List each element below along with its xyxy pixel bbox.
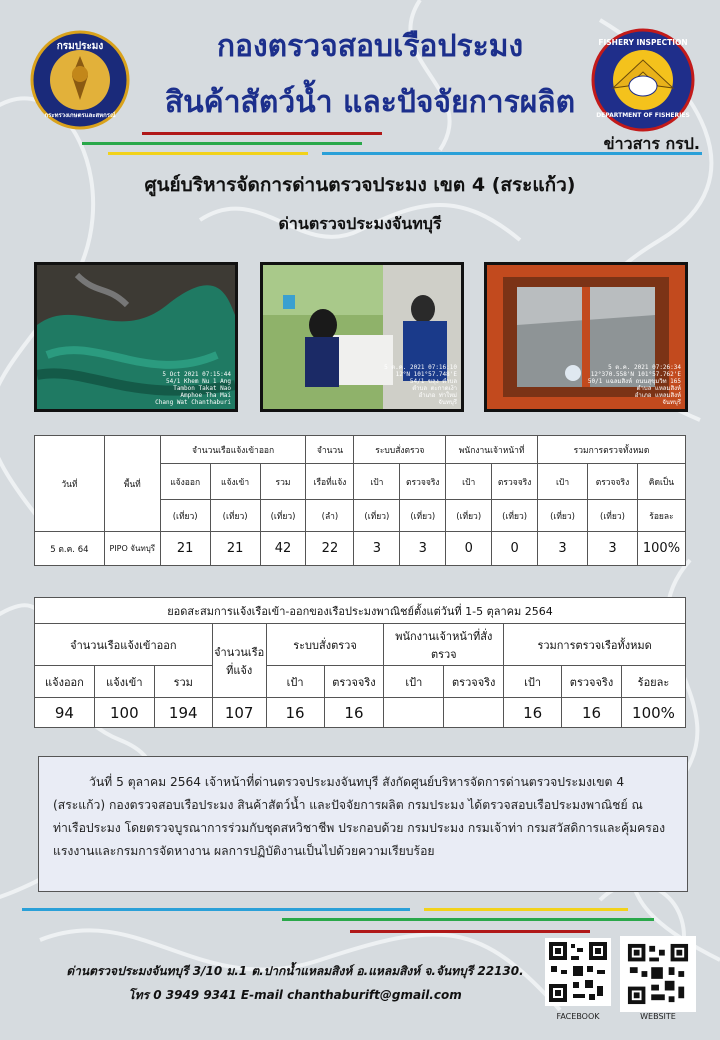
- col-area-header: พื้นที่: [104, 436, 160, 532]
- unit-label: (เที่ยว): [210, 500, 260, 532]
- cumulative-title: ยอดสะสมการแจ้งเรือเข้า-ออกของเรือประมงพาณิชย์ตั้งแต่วันที่ 1-5 ตุลาคม 2564: [35, 598, 686, 624]
- c-cell-value: 16: [504, 698, 562, 728]
- description-box: [38, 756, 688, 892]
- footer-contact: โทร 0 3949 9341 E-mail chanthaburift@gmail.com: [128, 988, 462, 1002]
- rule-cyan-bottom: [22, 908, 410, 911]
- facebook-qr-code[interactable]: [545, 938, 611, 1006]
- sub-header: เป้า: [446, 464, 492, 500]
- daily-inspection-table: [34, 435, 686, 566]
- unit-label: (เที่ยว): [160, 500, 210, 532]
- c-cell-value: 100%: [621, 698, 685, 728]
- group-count-header: จำนวน: [306, 436, 354, 464]
- left-logo-text-bottom: กระทรวงเกษตรและสหกรณ์: [44, 112, 116, 119]
- unit-label: (ลำ): [306, 500, 354, 532]
- unit-label: (เที่ยว): [446, 500, 492, 532]
- c-sub-header: เป้า: [504, 666, 562, 698]
- photo-inspection-officers: [260, 262, 464, 412]
- left-logo-text-top: กรมประมง: [56, 41, 104, 52]
- c-group-total: รวมการตรวจเรือทั้งหมด: [504, 624, 686, 666]
- photo-stamp-3: 5 ต.ค. 2021 07:26:34 12°370.558'N 101°57.762'E 50/1 แฉลมสิงห์ ถนนสุขุมวิท 165 ตำบล แหลมสิงห์ อำเภอ แหลมสิงห์ จันทบุรี: [587, 364, 681, 406]
- cell-value: 42: [260, 532, 306, 566]
- c-cell-value: [444, 698, 504, 728]
- table-row: [35, 532, 686, 566]
- sub-header: คิดเป็น: [637, 464, 685, 500]
- sub-header: ตรวจจริง: [492, 464, 538, 500]
- unit-label: (เที่ยว): [538, 500, 588, 532]
- unit-label: (เที่ยว): [588, 500, 638, 532]
- cumulative-inspection-table: [34, 597, 686, 728]
- fishery-inspection-logo-right: [588, 28, 698, 132]
- row-date: 5 ต.ค. 64: [35, 532, 105, 566]
- news-label: ข่าวสาร กรป.: [603, 134, 700, 153]
- right-logo-text-bottom: DEPARTMENT OF FISHERIES: [596, 112, 690, 119]
- website-qr-label: WEBSITE: [640, 1012, 676, 1021]
- c-sub-header: ตรวจจริง: [324, 666, 384, 698]
- group-order-header: ระบบสั่งตรวจ: [354, 436, 446, 464]
- c-sub-header: ร้อยละ: [621, 666, 685, 698]
- cell-value: 3: [400, 532, 446, 566]
- checkpoint-subheading: ด่านตรวจประมงจันทบุรี: [278, 214, 442, 233]
- cell-value: 22: [306, 532, 354, 566]
- table-row: [35, 698, 686, 728]
- description-text: วันที่ 5 ตุลาคม 2564 เจ้าหน้าที่ด่านตรวจประมงจันทบุรี สังกัดศูนย์บริหารจัดการด่านตรวจประมงเขต 4 (สระแก้ว) กองตรวจสอบเรือประมง สินค้าสัตว์น้ำ และปัจจัยการผลิต กรมประมง ได้ตรวจสอบเรือประมงพาณิชย์ ณ ท่าเรือประมง โดยตรวจบูรณาการร่วมกับชุดสหวิชาชีพ ประกอบด้วย กรมประมง กรมเจ้าท่า กรมสวัสดิการและคุ้มครองแรงงานและกรมการจัดหางาน ผลการปฏิบัติงานเป็นไปด้วยความเรียบร้อย: [53, 775, 666, 858]
- c-cell-value: 16: [562, 698, 622, 728]
- sub-header: เป้า: [538, 464, 588, 500]
- sub-header: เป้า: [354, 464, 400, 500]
- c-sub-header: เป้า: [266, 666, 324, 698]
- sub-header: รวม: [260, 464, 306, 500]
- cell-value: 3: [588, 532, 638, 566]
- cell-value: 3: [354, 532, 400, 566]
- c-group-order: ระบบสั่งตรวจ: [266, 624, 384, 666]
- footer-address: ด่านตรวจประมงจันทบุรี 3/10 ม.1 ต.ปากน้ำแหลมสิงห์ อ.แหลมสิงห์ จ.จันทบุรี 22130.: [66, 964, 524, 978]
- col-date-header: วันที่: [35, 436, 105, 532]
- unit-label: ร้อยละ: [637, 500, 685, 532]
- unit-label: (เที่ยว): [400, 500, 446, 532]
- sub-header: เรือที่แจ้ง: [306, 464, 354, 500]
- c-cell-value: 94: [35, 698, 95, 728]
- row-area: PIPO จันทบุรี: [104, 532, 160, 566]
- group-staff-header: พนักงานเจ้าหน้าที่: [446, 436, 538, 464]
- department-logo-left: [30, 30, 130, 130]
- photo-stamp-2: 5 ต.ค. 2021 07:16:10 12°N 101°57.748'E 54/1 ขลุง ตำบล ตำบล ตะกาดเง้า อำเภอ ท่าใหม่ จันทบุรี: [384, 364, 457, 406]
- cell-value: 0: [492, 532, 538, 566]
- rule-yellow-bottom: [424, 908, 628, 911]
- sub-header: ตรวจจริง: [400, 464, 446, 500]
- photo-stamp-1: 5 Oct 2021 07:15:44 54/1 Khem Nu 1 Ang Tambon Takat Nao Amphoe Tha Mai Chang Wat Chanthaburi: [155, 371, 231, 406]
- c-sub-header: ตรวจจริง: [562, 666, 622, 698]
- unit-label: (เที่ยว): [260, 500, 306, 532]
- right-logo-text-top: FISHERY INSPECTION: [598, 38, 688, 47]
- c-cell-value: [384, 698, 444, 728]
- rule-yellow-top: [108, 152, 308, 155]
- c-cell-value: 16: [324, 698, 384, 728]
- c-sub-header: เป้า: [384, 666, 444, 698]
- c-cell-value: 100: [94, 698, 154, 728]
- c-cell-value: 194: [154, 698, 212, 728]
- c-group-staff: พนักงานเจ้าหน้าที่สั่งตรวจ: [384, 624, 504, 666]
- c-group-in-out: จำนวนเรือแจ้งเข้าออก: [35, 624, 213, 666]
- cell-value: 0: [446, 532, 492, 566]
- center-heading: ศูนย์บริหารจัดการด่านตรวจประมง เขต 4 (สระแก้ว): [144, 174, 576, 196]
- c-sub-header: แจ้งออก: [35, 666, 95, 698]
- rule-red-top: [142, 132, 382, 135]
- group-total-header: รวมการตรวจทั้งหมด: [538, 436, 686, 464]
- cell-value: 21: [160, 532, 210, 566]
- cell-value: 100%: [637, 532, 685, 566]
- page-title-line2: สินค้าสัตว์น้ำ และปัจจัยการผลิต: [164, 85, 576, 120]
- c-group-count: จำนวนเรือที่แจ้ง: [212, 624, 266, 698]
- rule-red-bottom: [350, 930, 590, 933]
- cell-value: 21: [210, 532, 260, 566]
- sub-header: แจ้งเข้า: [210, 464, 260, 500]
- sub-header: ตรวจจริง: [588, 464, 638, 500]
- unit-label: (เที่ยว): [354, 500, 400, 532]
- unit-label: (เที่ยว): [492, 500, 538, 532]
- page-title-line1: กองตรวจสอบเรือประมง: [216, 29, 524, 64]
- group-in-out-header: จำนวนเรือแจ้งเข้าออก: [160, 436, 306, 464]
- photo-fishing-nets: [34, 262, 238, 412]
- c-sub-header: ตรวจจริง: [444, 666, 504, 698]
- c-cell-value: 16: [266, 698, 324, 728]
- c-sub-header: รวม: [154, 666, 212, 698]
- rule-green-bottom: [282, 918, 654, 921]
- cell-value: 3: [538, 532, 588, 566]
- sub-header: แจ้งออก: [160, 464, 210, 500]
- c-cell-value: 107: [212, 698, 266, 728]
- website-qr-code[interactable]: [620, 936, 696, 1012]
- c-sub-header: แจ้งเข้า: [94, 666, 154, 698]
- photo-fish-hold: [484, 262, 688, 412]
- rule-green-top: [82, 142, 362, 145]
- facebook-qr-label: FACEBOOK: [556, 1012, 600, 1021]
